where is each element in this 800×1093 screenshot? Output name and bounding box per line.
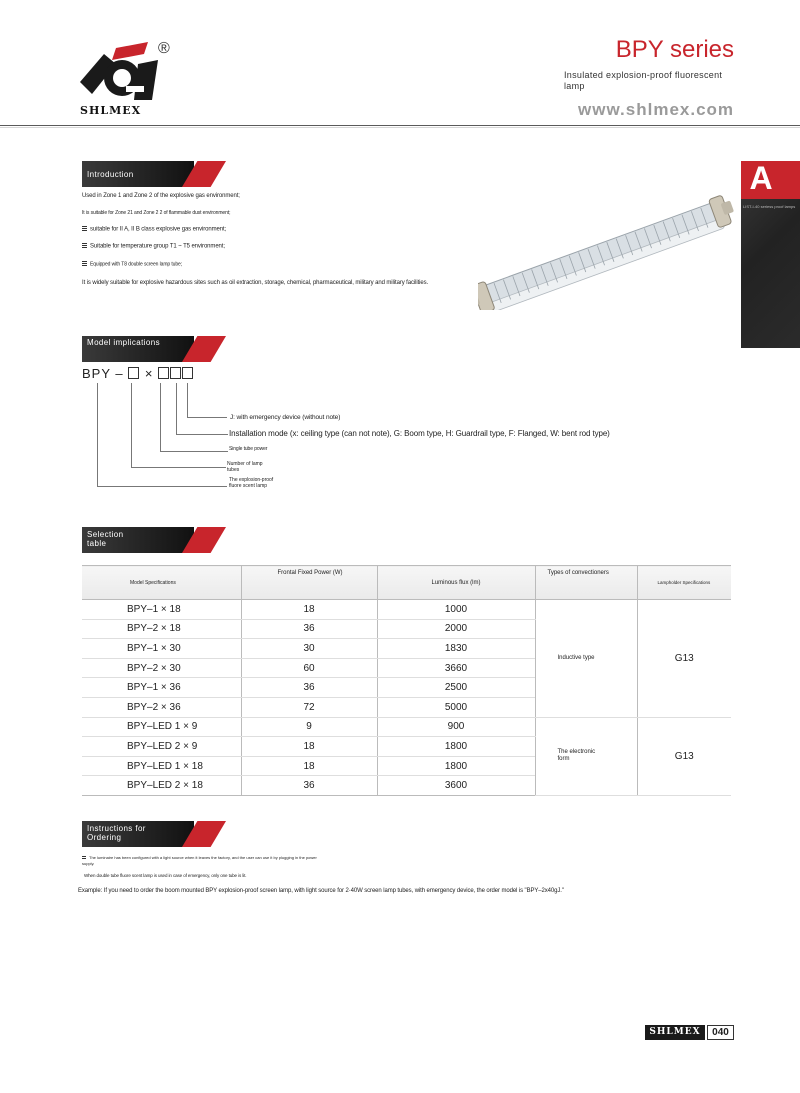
connector-line (160, 383, 161, 451)
ordering-heading-label: Instructions for Ordering (87, 824, 146, 842)
cell-flux: 3600 (377, 776, 535, 796)
col-header-power: Frontal Fixed Power (W) (241, 566, 377, 600)
cell-power: 18 (241, 600, 377, 620)
header-divider (0, 125, 800, 126)
table-row (82, 717, 731, 737)
intro-line-3: suitable for II A, II B class explosive gas environment; (82, 226, 226, 233)
cell-lampholder-group1: G13 (637, 600, 731, 718)
model-note-installation: Installation mode (x: ceiling type (can not note), G: Boom type, H: Guardrail type, F: Flanged, W: bent rod type) (229, 429, 610, 438)
cell-flux: 900 (377, 717, 535, 737)
cell-model: BPY–2 × 30 (82, 658, 241, 678)
selection-table-heading-label: Selection table (87, 530, 124, 548)
connector-line (97, 383, 98, 486)
ordering-line-1: The luminaire has been configured with a light source when it leaves the factory, and the user can use it by plugging in the power supply. (82, 855, 317, 866)
cell-flux: 5000 (377, 697, 535, 717)
model-code-pattern: BPY – × (82, 366, 194, 381)
model-note-tubes: Number of lamp tubes (227, 461, 263, 473)
cell-power: 36 (241, 678, 377, 698)
connector-line (131, 467, 226, 468)
series-subtitle: Insulated explosion-proof fluorescent lamp (564, 70, 723, 91)
code-box (170, 367, 181, 379)
cell-flux: 1800 (377, 737, 535, 757)
connector-line (187, 417, 227, 418)
cell-flux: 1830 (377, 639, 535, 659)
cell-model: BPY–1 × 36 (82, 678, 241, 698)
connector-line (131, 383, 132, 467)
code-box (128, 367, 139, 379)
brand-wordmark: SHLMEX (80, 104, 142, 117)
page-footer (645, 1025, 732, 1040)
cell-flux: 2000 (377, 619, 535, 639)
model-note-lamp: The explosion-proof fluore scent lamp (229, 477, 274, 489)
cell-power: 18 (241, 756, 377, 776)
connector-line (187, 383, 188, 417)
selection-table-heading (82, 527, 226, 553)
ordering-example: Example: If you need to order the boom mounted BPY explosion-proof screen lamp, with light source for 2·40W screen lamp tubes, with emergency device, the order model is "BPY–2x40gJ." (78, 888, 564, 894)
model-implications-heading (82, 336, 226, 362)
bullet-icon (82, 243, 87, 249)
table-row (82, 600, 731, 620)
cell-flux: 2500 (377, 678, 535, 698)
cell-model: BPY–2 × 18 (82, 619, 241, 639)
cell-power: 72 (241, 697, 377, 717)
table-header-row (82, 566, 731, 600)
cell-flux: 3660 (377, 658, 535, 678)
intro-line-6: It is widely suitable for explosive hazardous sites such as oil extraction, storage, chemical, pharmaceutical, military and military facilities. (82, 280, 429, 286)
col-header-model: Model Specifications (82, 566, 241, 600)
cell-power: 18 (241, 737, 377, 757)
cell-model: BPY–2 × 36 (82, 697, 241, 717)
connector-line (160, 451, 228, 452)
cell-power: 9 (241, 717, 377, 737)
bullet-icon (82, 226, 87, 232)
ordering-heading (82, 821, 226, 847)
selection-table (82, 565, 731, 796)
cell-model: BPY–1 × 18 (82, 600, 241, 620)
cell-power: 60 (241, 658, 377, 678)
cell-model: BPY–LED 1 × 9 (82, 717, 241, 737)
intro-line-2: It is suitable for Zone 21 and Zone 2 2 of flammable dust environment; (82, 210, 231, 216)
cell-power: 36 (241, 776, 377, 796)
footer-brand: SHLMEX (645, 1025, 705, 1040)
series-title: BPY series (615, 36, 734, 63)
page-number: 040 (707, 1025, 734, 1040)
model-note-power: Single tube power (229, 446, 268, 452)
cell-lampholder-group2: G13 (637, 717, 731, 795)
model-implications-heading-label: Model implications (87, 338, 161, 347)
cell-convectioner-group1: Inductive type (535, 600, 637, 718)
cell-power: 30 (241, 639, 377, 659)
intro-line-1: Used in Zone 1 and Zone 2 of the explosive gas environment; (82, 193, 240, 199)
section-tab-letter: A (749, 160, 773, 196)
cell-convectioner-group2: The electronic form (535, 717, 637, 795)
col-header-flux: Luminous flux (lm) (377, 566, 535, 600)
cell-model: BPY–LED 2 × 9 (82, 737, 241, 757)
code-box (158, 367, 169, 379)
ordering-line-2: When double tube fluore scent lamp is used in case of emergency, only one tube is lit. (84, 873, 247, 878)
intro-line-5: Equipped with T8 double screen lamp tube; (82, 261, 182, 267)
connector-line (176, 383, 177, 434)
cell-flux: 1800 (377, 756, 535, 776)
lamp-product-image (478, 174, 740, 310)
website-url[interactable]: www.shlmex.com (578, 100, 735, 119)
introduction-heading (82, 161, 226, 187)
introduction-heading-label: Introduction (87, 170, 134, 179)
bullet-icon (82, 261, 87, 267)
header-divider-light (0, 127, 800, 128)
intro-line-4: Suitable for temperature group T1 ~ T5 environment; (82, 243, 225, 250)
cell-power: 36 (241, 619, 377, 639)
code-box (182, 367, 193, 379)
cell-model: BPY–LED 1 × 18 (82, 756, 241, 776)
bullet-icon (82, 856, 86, 860)
connector-line (176, 434, 228, 435)
cell-flux: 1000 (377, 600, 535, 620)
cell-model: BPY–1 × 30 (82, 639, 241, 659)
col-header-lampholder: Lampholder Specifications (637, 566, 731, 600)
section-tab-text: LIST-I-40 seriess proof lamps (743, 204, 796, 209)
cell-model: BPY–LED 2 × 18 (82, 776, 241, 796)
connector-line (97, 486, 227, 487)
registered-mark: ® (158, 40, 170, 57)
col-header-convectioner: Types of convectioners (535, 566, 637, 600)
model-note-emergency: J: with emergency device (without note) (230, 414, 341, 421)
